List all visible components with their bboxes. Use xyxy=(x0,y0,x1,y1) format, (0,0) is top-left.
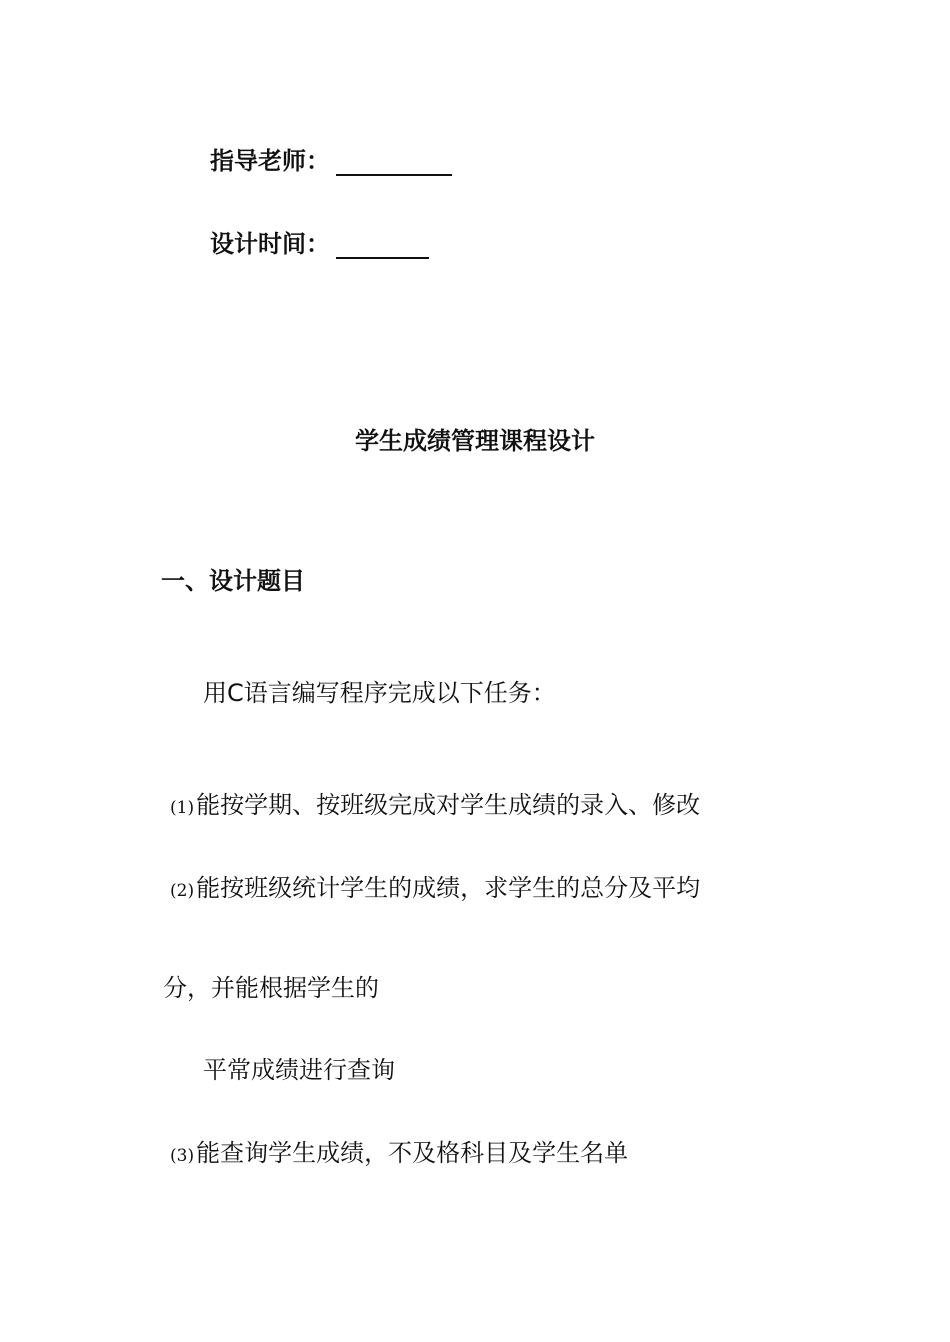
list-item-3 xyxy=(170,1138,628,1171)
document-title: 学生成绩管理课程设计 xyxy=(355,427,595,455)
list-item-number: (3) xyxy=(170,1146,195,1166)
list-item-text: 能按班级统计学生的成绩，求学生的总分及平均 xyxy=(196,874,701,902)
list-item-2-continuation: 分，并能根据学生的 xyxy=(163,974,379,1002)
advisor-blank-line xyxy=(336,150,452,176)
list-item-2 xyxy=(170,873,700,906)
advisor-field xyxy=(210,146,452,176)
intro-paragraph: 用C语言编写程序完成以下任务： xyxy=(203,679,556,707)
design-time-field xyxy=(210,229,429,259)
list-item-text: 能查询学生成绩，不及格科目及学生名单 xyxy=(196,1139,629,1167)
list-item-text: 能按学期、按班级完成对学生成绩的录入、修改 xyxy=(196,791,701,819)
section-heading: 一、设计题目 xyxy=(161,567,305,595)
list-item-1 xyxy=(170,790,700,823)
list-item-number: (2) xyxy=(170,881,195,901)
advisor-label: 指导老师： xyxy=(210,147,330,175)
design-time-blank-line xyxy=(336,233,429,259)
design-time-label: 设计时间： xyxy=(210,230,330,258)
list-item-number: (1) xyxy=(170,798,195,818)
list-item-2-continuation-2: 平常成绩进行查询 xyxy=(203,1056,395,1084)
